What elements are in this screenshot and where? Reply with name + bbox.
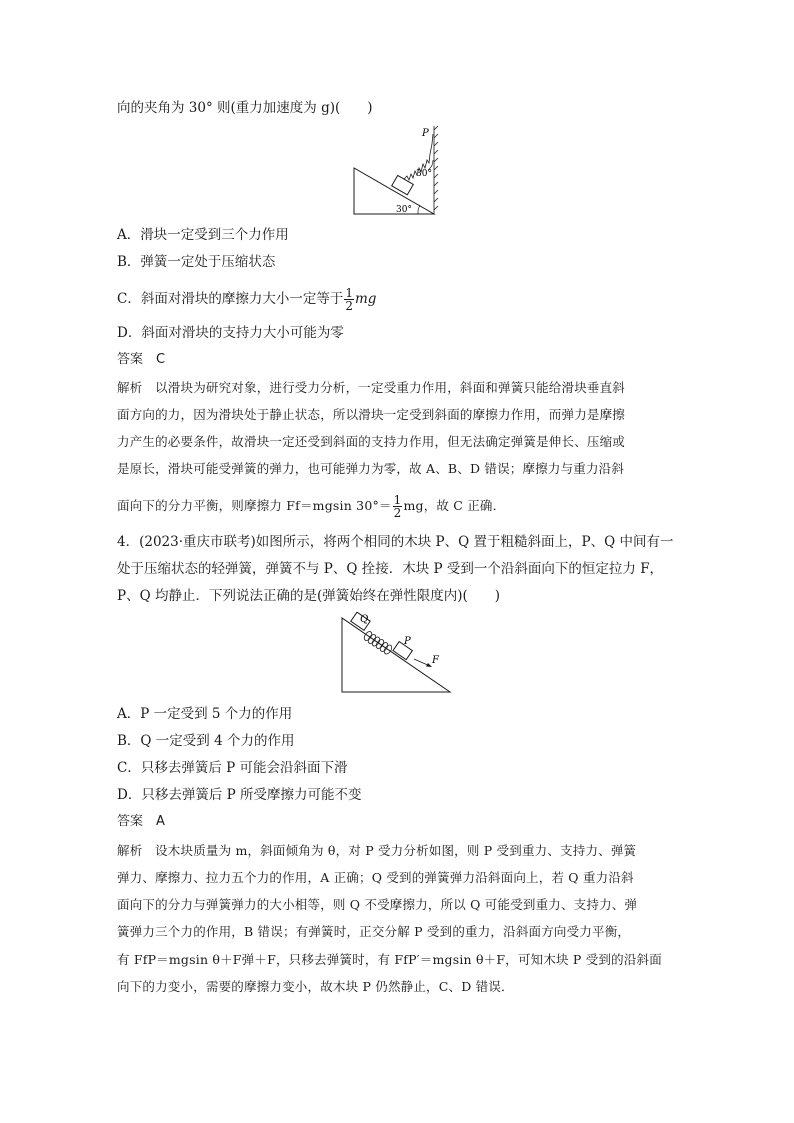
q4-answer: 答案 A (117, 814, 165, 829)
q3-fig-label-angle-bottom: 30° (396, 205, 412, 215)
q3-option-c (117, 287, 376, 312)
q3-analysis-line1: 解析 以滑块为研究对象，进行受力分析，一定受重力作用，斜面和弹簧只能给滑块垂直斜 (117, 380, 626, 395)
q3-fig-label-angle-top: 30° (416, 169, 432, 179)
q3-analysis-line3: 力产生的必要条件，故滑块一定还受到斜面的支持力作用，但无法确定弹簧是伸长、压缩或 (117, 434, 626, 449)
q4-stem-line3: P、Q 均静止．下列说法正确的是(弹簧始终在弹性限度内)( ) (117, 588, 501, 604)
q4-analysis-line2: 弹力、摩擦力、拉力五个力的作用，A 正确；Q 受到的弹簧弹力沿斜面向上，若 Q 重力沿斜 (117, 870, 634, 885)
q4-analysis-line6: 向下的力变小，需要的摩擦力变小，故木块 P 仍然静止，C、D 错误． (117, 979, 514, 994)
q4-stem-line2: 处于压缩状态的轻弹簧，弹簧不与 P、Q 拴接．木块 P 受到一个沿斜面向下的恒定拉力 F， (117, 561, 664, 577)
q4-fig-label-P: P (404, 636, 411, 647)
q3-analysis-line2: 面方向的力，因为滑块处于静止状态，所以滑块一定受到斜面的摩擦力作用，而弹力是摩擦 (117, 407, 626, 422)
q4-option-b: B．Q 一定受到 4 个力的作用 (117, 733, 295, 749)
fraction-half (393, 494, 403, 519)
q3-answer: 答案 C (117, 352, 166, 367)
q4-option-c: C．只移去弹簧后 P 可能会沿斜面下滑 (117, 760, 348, 776)
q3-option-c-text: C．斜面对滑块的摩擦力大小一定等于 (117, 291, 344, 307)
q4-figure-incline-blocks (338, 612, 454, 696)
q3-analysis-line4: 是原长，滑块可能受弹簧的弹力，也可能弹力为零，故 A、B、D 错误；摩擦力与重力沿斜 (117, 461, 625, 476)
q3-option-d: D．斜面对滑块的支持力大小可能为零 (117, 325, 344, 341)
q4-analysis-line5: 有 FfP＝mgsin θ＋F弹＋F，只移去弹簧时，有 FfP′＝mgsin θ＋F，可知木块 P 受到的沿斜面 (117, 952, 662, 967)
q4-analysis-line4: 簧弹力三个力的作用，B 错误；有弹簧时，正交分解 P 受到的重力，沿斜面方向受力平衡， (117, 924, 631, 939)
q3-figure-incline-spring (350, 124, 450, 218)
wall-hatch (434, 126, 438, 214)
q3-option-b: B．弹簧一定处于压缩状态 (117, 254, 276, 270)
q4-fig-label-Q: Q (360, 614, 369, 625)
q4-fig-label-F: F (432, 655, 439, 666)
frac-num: 1 (393, 493, 402, 507)
frac-den: 2 (393, 506, 402, 520)
q3-option-a: A．滑块一定受到三个力作用 (117, 227, 289, 243)
q3-stem-tail: 向的夹角为 30° 则(重力加速度为 g)( ) (117, 100, 373, 116)
frac-den: 2 (345, 299, 353, 313)
fraction-half (344, 287, 354, 312)
q4-option-a: A．P 一定受到 5 个力的作用 (117, 706, 293, 722)
q4-stem-line1: 4．(2023·重庆市联考)如图所示，将两个相同的木块 P、Q 置于粗糙斜面上，P、Q 中间有一 (117, 534, 674, 550)
q3-analysis-line5-text: 面向下的分力平衡，则摩擦力 Ff＝mgsin 30°＝ (117, 498, 392, 513)
q4-analysis-line3: 面向下的分力与弹簧弹力的大小相等，则 Q 不受摩擦力，所以 Q 可能受到重力、支持力、弹 (117, 897, 638, 912)
q3-fig-label-P: P (422, 128, 429, 139)
q4-analysis-line1: 解析 设木块质量为 m，斜面倾角为 θ，对 P 受力分析如图，则 P 受到重力、支持力、弹簧 (117, 843, 637, 858)
q3-analysis-line5 (117, 494, 505, 519)
frac-num: 1 (345, 286, 353, 300)
q4-option-d: D．只移去弹簧后 P 所受摩擦力可能不变 (117, 787, 362, 803)
q3-analysis-line5-tail: mg，故 C 正确． (403, 498, 506, 513)
q3-option-c-mg: mg (354, 291, 377, 307)
